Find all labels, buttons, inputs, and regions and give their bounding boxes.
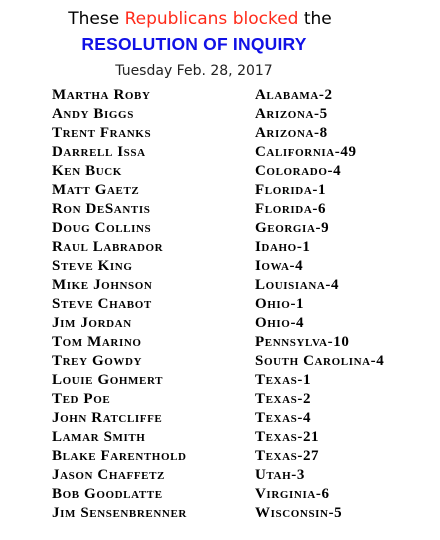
member-district: Utah-3 xyxy=(255,467,305,483)
member-district: Texas-27 xyxy=(255,448,320,464)
member-name: Jim Jordan xyxy=(52,315,132,331)
member-name: Trey Gowdy xyxy=(52,353,143,369)
member-name: Ken Buck xyxy=(52,163,122,179)
member-district: Virginia-6 xyxy=(255,486,330,502)
member-row xyxy=(52,200,432,219)
member-district: Texas-4 xyxy=(255,410,312,426)
member-row xyxy=(52,257,432,276)
member-name: Raul Labrador xyxy=(52,239,164,255)
member-district: South Carolina-4 xyxy=(255,353,385,369)
member-name: Tom Marino xyxy=(52,334,142,350)
member-name: Blake Farenthold xyxy=(52,448,187,464)
member-district: Florida-6 xyxy=(255,201,327,217)
member-row xyxy=(52,86,432,105)
member-district: Arizona-8 xyxy=(255,125,328,141)
member-district: Idaho-1 xyxy=(255,239,311,255)
member-name: Matt Gaetz xyxy=(52,182,140,198)
member-row xyxy=(52,238,432,257)
member-district: Arizona-5 xyxy=(255,106,328,122)
member-district: Texas-1 xyxy=(255,372,312,388)
member-name: Jason Chaffetz xyxy=(52,467,165,483)
member-district: Texas-2 xyxy=(255,391,312,407)
headline-highlight: Republicans blocked xyxy=(124,9,299,29)
member-name: Mike Johnson xyxy=(52,277,153,293)
member-row xyxy=(52,105,432,124)
member-district: Georgia-9 xyxy=(255,220,330,236)
member-district: Wisconsin-5 xyxy=(255,505,343,521)
member-row xyxy=(52,428,432,447)
member-row xyxy=(52,162,432,181)
member-row xyxy=(52,143,432,162)
member-name: Louie Gohmert xyxy=(52,372,164,388)
member-district: Alabama-2 xyxy=(255,87,333,103)
member-name: Doug Collins xyxy=(52,220,152,236)
member-district: Pennsylva-10 xyxy=(255,334,350,350)
member-name: Ted Poe xyxy=(52,391,111,407)
member-row xyxy=(52,276,432,295)
member-district: California-49 xyxy=(255,144,357,160)
member-row xyxy=(52,181,432,200)
member-row xyxy=(52,219,432,238)
headline xyxy=(0,9,400,29)
member-name: Darrell Issa xyxy=(52,144,146,160)
headline-prefix: These xyxy=(68,9,125,29)
member-row xyxy=(52,314,432,333)
member-name: Steve King xyxy=(52,258,133,274)
date-line: Tuesday Feb. 28, 2017 xyxy=(115,63,273,79)
member-row xyxy=(52,485,432,504)
member-name: Trent Franks xyxy=(52,125,152,141)
member-district: Louisiana-4 xyxy=(255,277,340,293)
member-name: Steve Chabot xyxy=(52,296,152,312)
member-row xyxy=(52,466,432,485)
member-row xyxy=(52,390,432,409)
member-name: Lamar Smith xyxy=(52,429,146,445)
member-district: Iowa-4 xyxy=(255,258,304,274)
resolution-title: RESOLUTION OF INQUIRY xyxy=(81,34,307,54)
member-name: John Ratcliffe xyxy=(52,410,163,426)
member-row xyxy=(52,447,432,466)
member-row xyxy=(52,124,432,143)
member-name: Jim Sensenbrenner xyxy=(52,505,187,521)
member-district: Texas-21 xyxy=(255,429,320,445)
member-district: Ohio-4 xyxy=(255,315,305,331)
member-row xyxy=(52,371,432,390)
member-district: Colorado-4 xyxy=(255,163,342,179)
member-name: Ron DeSantis xyxy=(52,201,151,217)
member-row xyxy=(52,333,432,352)
member-name: Bob Goodlatte xyxy=(52,486,163,502)
member-row xyxy=(52,352,432,371)
member-district: Florida-1 xyxy=(255,182,327,198)
member-row xyxy=(52,504,432,523)
member-row xyxy=(52,295,432,314)
headline-suffix: the xyxy=(298,9,332,29)
member-row xyxy=(52,409,432,428)
member-district: Ohio-1 xyxy=(255,296,305,312)
member-list xyxy=(52,86,432,523)
member-name: Martha Roby xyxy=(52,87,151,103)
member-name: Andy Biggs xyxy=(52,106,134,122)
